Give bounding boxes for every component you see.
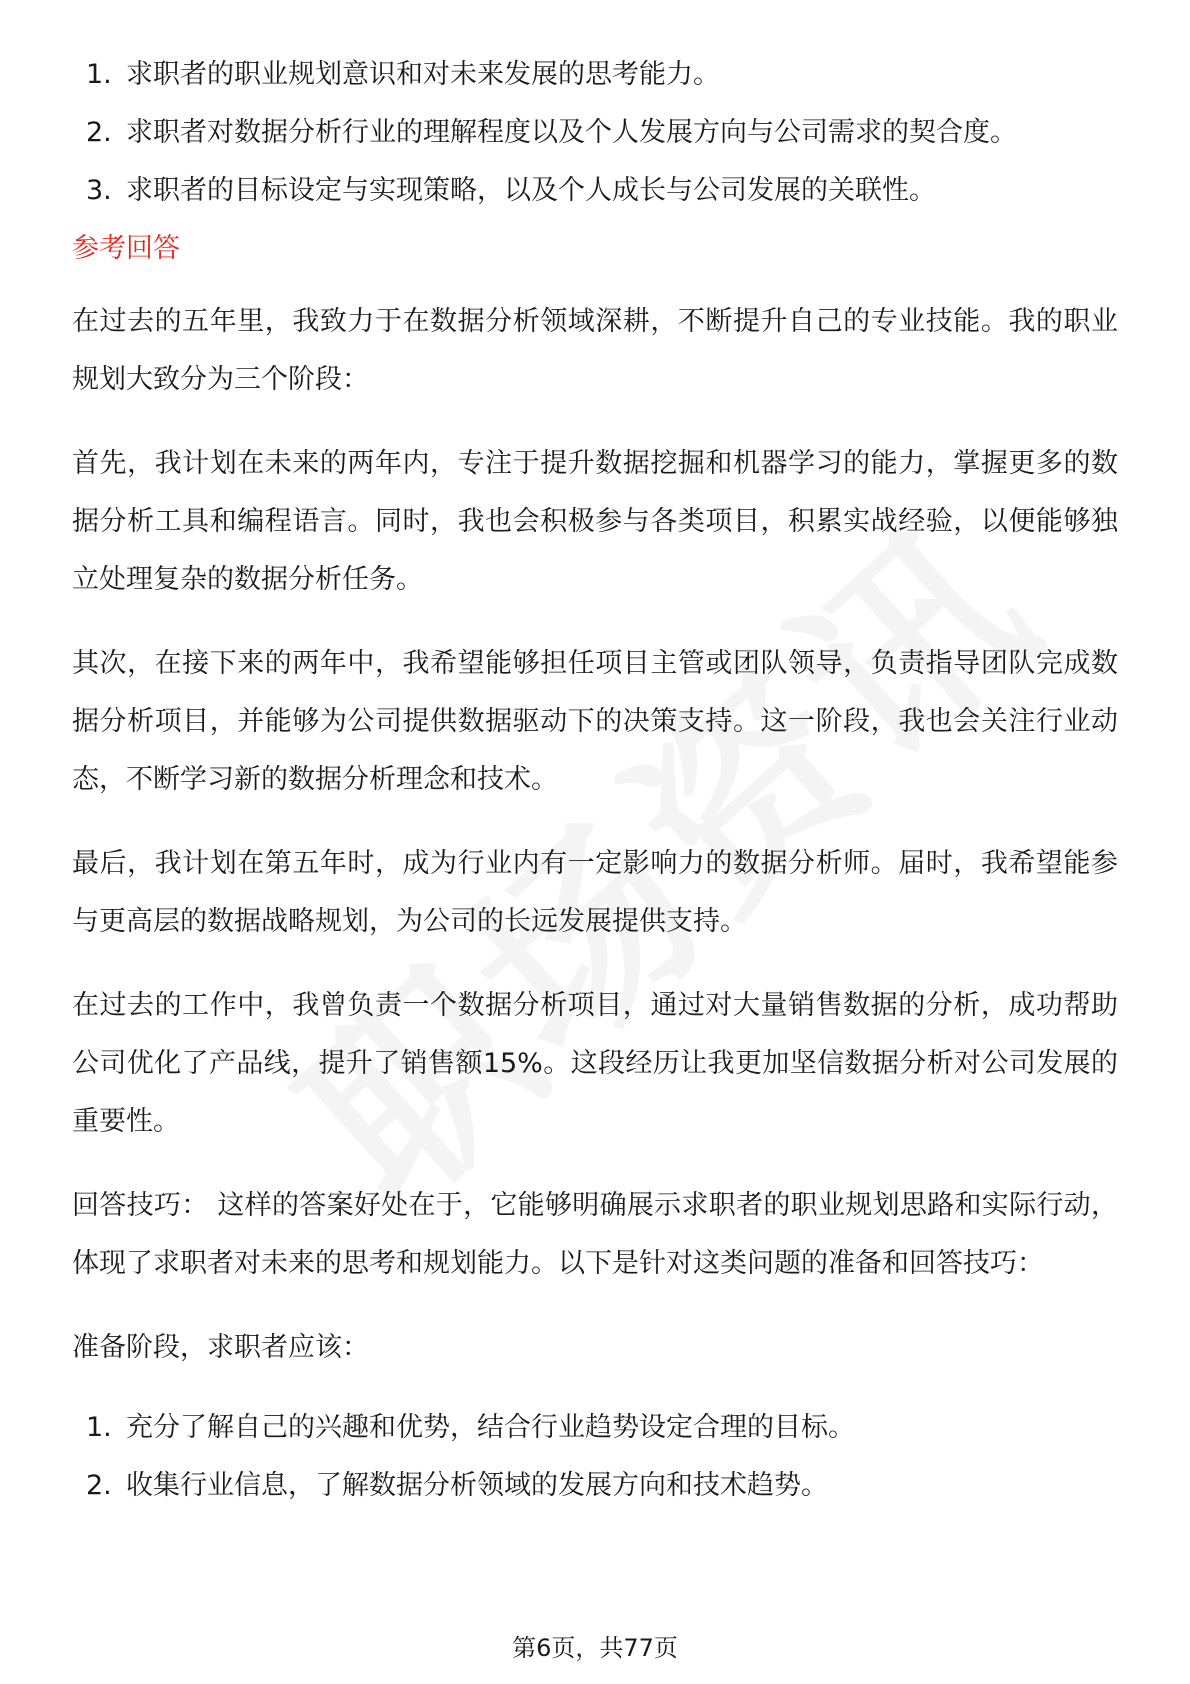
list-number: 3. xyxy=(86,175,112,206)
page-content xyxy=(72,54,1118,1523)
preparation-intro: 准备阶段，求职者应该： xyxy=(72,1332,369,1363)
preparation-list xyxy=(72,1407,1118,1506)
list-text: 求职者的目标设定与实现策略，以及个人成长与公司发展的关联性。 xyxy=(126,175,936,206)
answer-paragraph: 最后，我计划在第五年时，成为行业内有一定影响力的数据分析师。届时，我希望能参与更高层的数据战略规划，为公司的长远发展提供支持。 xyxy=(72,848,1118,937)
answer-paragraph: 在过去的工作中，我曾负责一个数据分析项目，通过对大量销售数据的分析，成功帮助公司优化了产品线，提升了销售额15%。这段经历让我更加坚信数据分析对公司发展的重要性。 xyxy=(72,990,1118,1137)
list-text: 求职者的职业规划意识和对未来发展的思考能力。 xyxy=(126,59,720,90)
answer-paragraph: 在过去的五年里，我致力于在数据分析领域深耕，不断提升自己的专业技能。我的职业规划大致分为三个阶段： xyxy=(72,306,1118,395)
list-item xyxy=(72,1465,1118,1506)
list-text: 求职者对数据分析行业的理解程度以及个人发展方向与公司需求的契合度。 xyxy=(126,117,1017,148)
list-number: 2. xyxy=(86,1470,112,1501)
criteria-list xyxy=(72,54,1118,211)
list-text: 收集行业信息，了解数据分析领域的发展方向和技术趋势。 xyxy=(126,1470,828,1501)
list-number: 2. xyxy=(86,117,112,148)
list-item xyxy=(72,170,1118,211)
page-number-footer: 第6页，共77页 xyxy=(512,1634,678,1662)
list-number: 1. xyxy=(86,1412,112,1443)
answer-paragraph: 其次，在接下来的两年中，我希望能够担任项目主管或团队领导，负责指导团队完成数据分析项目，并能够为公司提供数据驱动下的决策支持。这一阶段，我也会关注行业动态，不断学习新的数据分析理念和技术。 xyxy=(72,648,1118,795)
list-item xyxy=(72,112,1118,153)
list-item xyxy=(72,1407,1118,1448)
list-number: 1. xyxy=(86,59,112,90)
list-item xyxy=(72,54,1118,95)
tips-paragraph: 回答技巧： 这样的答案好处在于，它能够明确展示求职者的职业规划思路和实际行动，体现了求职者对未来的思考和规划能力。以下是针对这类问题的准备和回答技巧： xyxy=(72,1190,1118,1279)
section-heading: 参考回答 xyxy=(72,233,180,264)
list-text: 充分了解自己的兴趣和优势，结合行业趋势设定合理的目标。 xyxy=(126,1412,855,1443)
answer-paragraph: 首先，我计划在未来的两年内，专注于提升数据挖掘和机器学习的能力，掌握更多的数据分析工具和编程语言。同时，我也会积极参与各类项目，积累实战经验，以便能够独立处理复杂的数据分析任务。 xyxy=(72,448,1118,595)
